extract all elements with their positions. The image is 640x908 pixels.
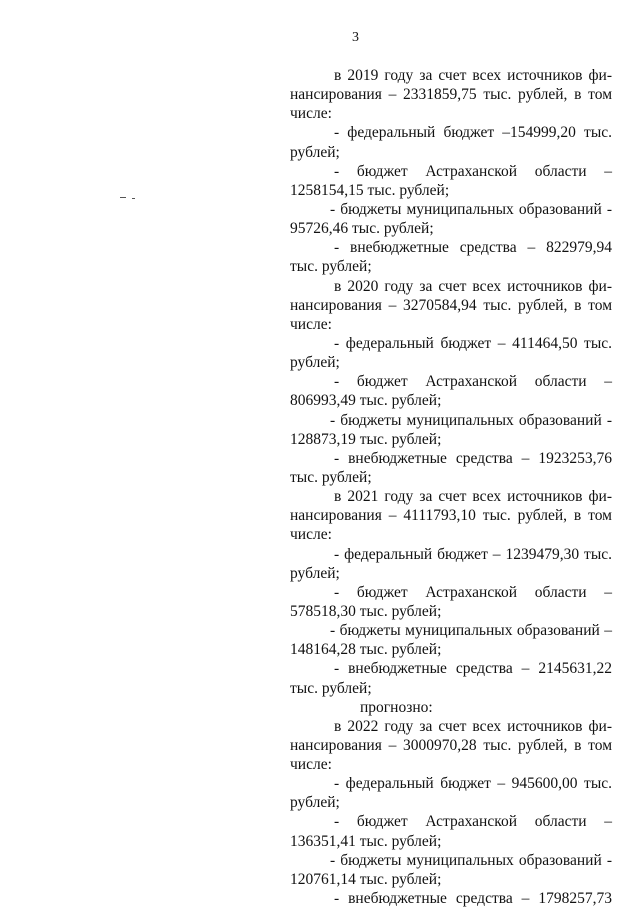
list-item-line: - бюджет Астраханской области – [334,813,612,831]
list-item-line: тыс. рублей; [290,258,372,276]
paragraph-line: в 2019 году за счет всех источников фи- [334,67,612,84]
paragraph-line: в 2020 году за счет всех источников фи- [334,277,612,295]
list-item-line: - бюджеты муниципальных образований - [330,851,612,869]
paragraph-line: нансирования – 4111793,10 тыс. рублей, в том [290,507,612,525]
page-number: 3 [352,30,359,45]
list-item-line: 128873,19 тыс. рублей; [290,430,442,448]
list-item-line: - бюджет Астраханской области – [334,162,612,180]
list-item-line: 95726,46 тыс. рублей; [290,220,434,238]
list-item-line: - внебюджетные средства – 2145631,22 [334,660,612,678]
list-item-line: - бюджеты муниципальных образований – [330,622,612,640]
list-item-line: тыс. рублей; [290,468,372,486]
paragraph-line: числе: [290,315,332,333]
paragraph-line: нансирования – 3000970,28 тыс. рублей, в том [290,736,612,754]
paragraph-line: нансирования – 2331859,75 тыс. рублей, в том [290,86,612,104]
list-item-line: - бюджет Астраханской области – [334,583,612,601]
list-item-line: - федеральный бюджет – 945600,00 тыс. [334,775,612,793]
list-item-line: 136351,41 тыс. рублей; [290,832,442,850]
list-item-line: - внебюджетные средства – 1798257,73 [334,890,612,908]
list-item-line: 148164,28 тыс. рублей; [290,641,442,659]
list-item-line: - федеральный бюджет –154999,20 тыс. [334,124,612,142]
list-item-line: - федеральный бюджет – 411464,50 тыс. [334,334,612,352]
list-item-line: - внебюджетные средства – 822979,94 [334,239,612,257]
list-item-line: рублей; [290,564,340,582]
scan-speck [120,197,126,198]
list-item-line: - бюджеты муниципальных образований - [330,411,612,429]
list-item-line: - федеральный бюджет – 1239479,30 тыс. [334,545,612,563]
list-item-line: 806993,49 тыс. рублей; [290,392,442,410]
paragraph-line: нансирования – 3270584,94 тыс. рублей, в том [290,296,612,314]
list-item-line: 578518,30 тыс. рублей; [290,602,442,620]
list-item-line: рублей; [290,143,340,161]
paragraph-line: числе: [290,526,332,544]
list-item-line: тыс. рублей; [290,679,372,697]
list-item-line: 120761,14 тыс. рублей; [290,870,442,888]
paragraph-line: в 2021 году за счет всех источников фи- [334,488,612,506]
paragraph-line: числе: [290,756,332,774]
list-item-line: рублей; [290,354,340,372]
document-body [290,66,612,908]
section-label: прогнозно: [360,698,433,716]
list-item-line: - бюджет Астраханской области – [334,373,612,391]
list-item-line: - внебюджетные средства – 1923253,76 [334,449,612,467]
list-item-line: 1258154,15 тыс. рублей; [290,181,450,199]
scan-speck [132,198,135,199]
list-item-line: - бюджеты муниципальных образований - [330,200,612,218]
list-item-line: рублей; [290,794,340,812]
paragraph-line: в 2022 году за счет всех источников фи- [334,717,612,735]
paragraph-line: числе: [290,105,332,123]
